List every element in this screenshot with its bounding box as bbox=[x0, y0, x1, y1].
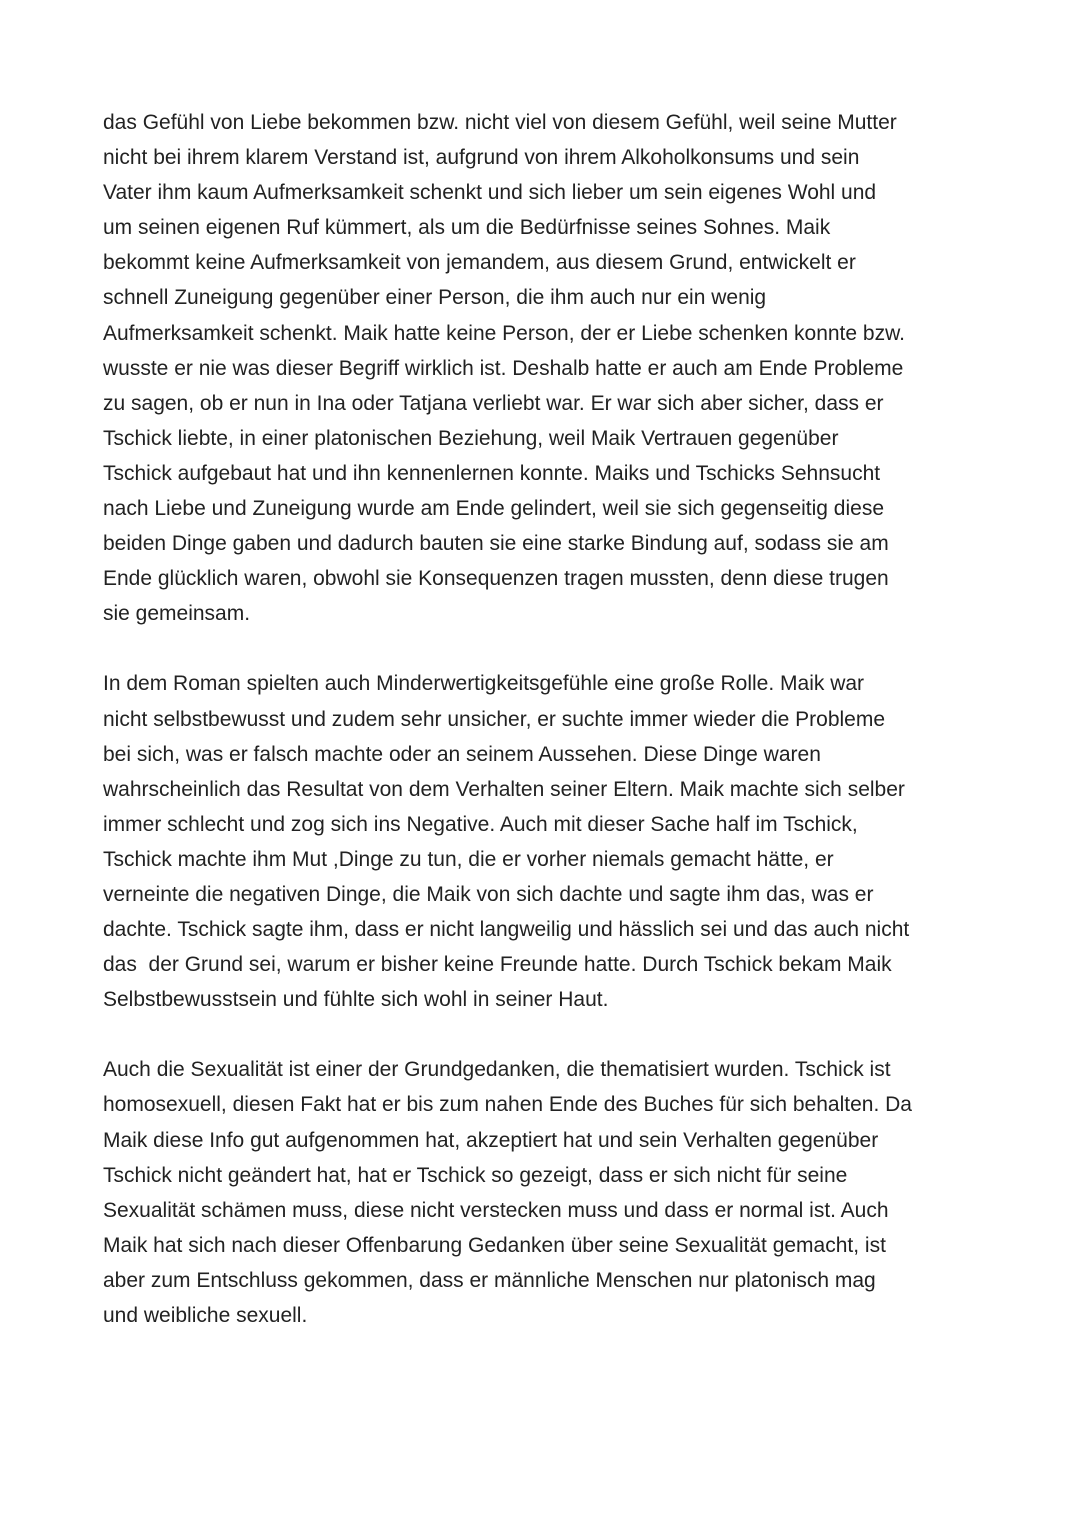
text-line: Selbstbewusstsein und fühlte sich wohl in seiner Haut. bbox=[103, 988, 609, 1012]
text-line: Maik hat sich nach dieser Offenbarung Gedanken über seine Sexualität gemacht, ist bbox=[103, 1233, 886, 1257]
text-line: Tschick machte ihm Mut ,Dinge zu tun, die er vorher niemals gemacht hätte, er bbox=[103, 847, 834, 871]
text-line: Maik diese Info gut aufgenommen hat, akzeptiert hat und sein Verhalten gegenüber bbox=[103, 1128, 879, 1152]
text-line: dachte. Tschick sagte ihm, dass er nicht langweilig und hässlich sei und das auch nicht bbox=[103, 918, 910, 942]
text-line: Auch die Sexualität ist einer der Grundgedanken, die thematisiert wurden. Tschick ist bbox=[103, 1058, 891, 1082]
text-line: nicht bei ihrem klarem Verstand ist, aufgrund von ihrem Alkoholkonsums und sein bbox=[103, 146, 860, 170]
text-line: Tschick liebte, in einer platonischen Beziehung, weil Maik Vertrauen gegenüber bbox=[103, 426, 839, 450]
text-line: Sexualität schämen muss, diese nicht verstecken muss und dass er normal ist. Auch bbox=[103, 1198, 889, 1222]
text-line: immer schlecht und zog sich ins Negative. Auch mit dieser Sache half im Tschick, bbox=[103, 812, 858, 836]
text-line: bekommt keine Aufmerksamkeit von jemandem, aus diesem Grund, entwickelt er bbox=[103, 251, 856, 275]
text-line: verneinte die negativen Dinge, die Maik von sich dachte und sagte ihm das, was er bbox=[103, 882, 874, 906]
paragraph-2 bbox=[103, 666, 1003, 1017]
paragraph-3 bbox=[103, 1052, 1003, 1333]
text-line: das der Grund sei, warum er bisher keine Freunde hatte. Durch Tschick bekam Maik bbox=[103, 953, 892, 977]
document-body bbox=[103, 105, 1003, 1368]
text-line: Aufmerksamkeit schenkt. Maik hatte keine Person, der er Liebe schenken konnte bzw. bbox=[103, 321, 905, 345]
text-line: schnell Zuneigung gegenüber einer Person, die ihm auch nur ein wenig bbox=[103, 286, 767, 310]
paragraph-1 bbox=[103, 105, 1003, 631]
text-line: das Gefühl von Liebe bekommen bzw. nicht viel von diesem Gefühl, weil seine Mutter bbox=[103, 111, 897, 134]
text-line: und weibliche sexuell. bbox=[103, 1304, 308, 1327]
text-line: wusste er nie was dieser Begriff wirklich ist. Deshalb hatte er auch am Ende Probleme bbox=[103, 356, 904, 380]
text-line: zu sagen, ob er nun in Ina oder Tatjana verliebt war. Er war sich aber sicher, dass er bbox=[103, 391, 884, 415]
text-line: sie gemeinsam. bbox=[103, 602, 251, 626]
text-line: beiden Dinge gaben und dadurch bauten sie eine starke Bindung auf, sodass sie am bbox=[103, 532, 889, 556]
text-line: bei sich, was er falsch machte oder an seinem Aussehen. Diese Dinge waren bbox=[103, 742, 821, 766]
text-line: Vater ihm kaum Aufmerksamkeit schenkt und sich lieber um sein eigenes Wohl und bbox=[103, 181, 877, 205]
text-line: um seinen eigenen Ruf kümmert, als um die Bedürfnisse seines Sohnes. Maik bbox=[103, 216, 831, 240]
text-line: aber zum Entschluss gekommen, dass er männliche Menschen nur platonisch mag bbox=[103, 1268, 876, 1292]
text-line: Tschick nicht geändert hat, hat er Tschick so gezeigt, dass er sich nicht für seine bbox=[103, 1163, 848, 1187]
text-line: Tschick aufgebaut hat und ihn kennenlernen konnte. Maiks und Tschicks Sehnsucht bbox=[103, 461, 881, 485]
text-line: nicht selbstbewusst und zudem sehr unsicher, er suchte immer wieder die Probleme bbox=[103, 707, 886, 731]
text-line: homosexuell, diesen Fakt hat er bis zum nahen Ende des Buches für sich behalten. Da bbox=[103, 1093, 912, 1117]
text-line: Ende glücklich waren, obwohl sie Konsequenzen tragen mussten, denn diese trugen bbox=[103, 567, 889, 591]
text-line: In dem Roman spielten auch Minderwertigkeitsgefühle eine große Rolle. Maik war bbox=[103, 672, 865, 696]
text-line: nach Liebe und Zuneigung wurde am Ende gelindert, weil sie sich gegenseitig diese bbox=[103, 497, 885, 521]
text-line: wahrscheinlich das Resultat von dem Verhalten seiner Eltern. Maik machte sich selber bbox=[103, 777, 905, 801]
